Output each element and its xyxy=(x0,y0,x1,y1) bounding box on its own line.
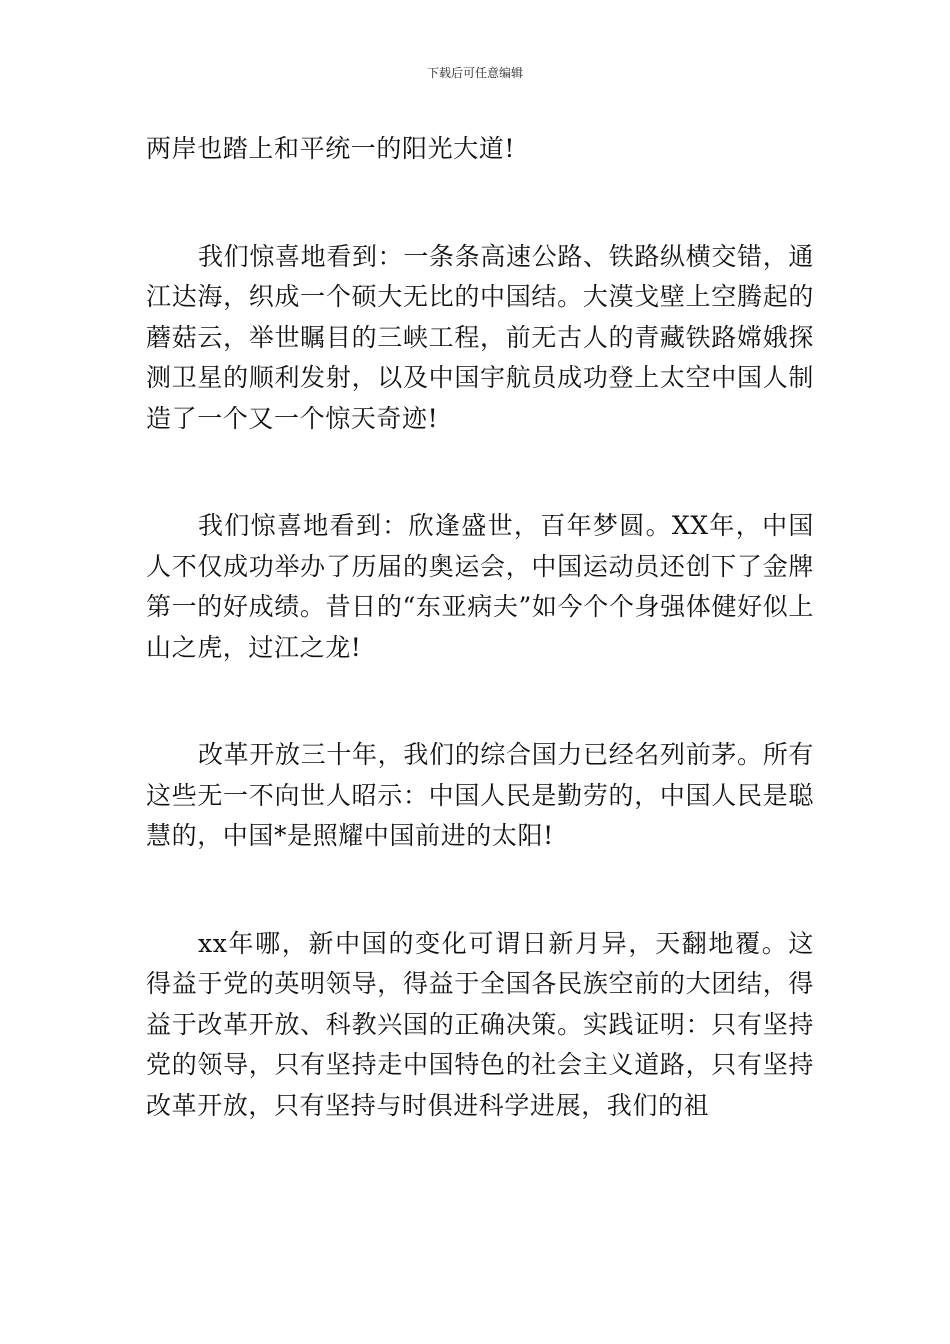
paragraph-gap xyxy=(146,439,814,506)
paragraph-1: 两岸也踏上和平统一的阳光大道! xyxy=(146,134,516,163)
document-body xyxy=(146,129,814,1126)
page-header: 下载后可任意编辑 xyxy=(426,66,523,80)
paragraph-gap xyxy=(146,857,814,924)
paragraph-3: 我们惊喜地看到：欣逢盛世，百年梦圆。XX年，中国人不仅成功举办了历届的奥运会，中国运动员还创下了金牌第一的好成绩。昔日的“东亚病夫”如今个个身强体健好似上山之虎，过江之龙! xyxy=(146,511,814,662)
paragraph-5: xx年哪，新中国的变化可谓日新月异，天翻地覆。这得益于党的英明领导，得益于全国各民族空前的大团结，得益于改革开放、科教兴国的正确决策。实践证明：只有坚持党的领导，只有坚持走中国特色的社会主义道路，只有坚持改革开放，只有坚持与时俱进科学进展，我们的祖 xyxy=(146,928,814,1120)
paragraph-gap xyxy=(146,170,814,237)
paragraph-4: 改革开放三十年，我们的综合国力已经名列前茅。所有这些无一不向世人昭示：中国人民是勤劳的，中国人民是聪慧的，中国*是照耀中国前进的太阳! xyxy=(146,740,814,850)
paragraph-gap xyxy=(146,668,814,735)
paragraph-2: 我们惊喜地看到：一条条高速公路、铁路纵横交错，通江达海，织成一个硕大无比的中国结。大漠戈壁上空腾起的蘑菇云，举世瞩目的三峡工程，前无古人的青藏铁路嫦娥探测卫星的顺利发射，以及中国宇航员成功登上太空中国人制造了一个又一个惊天奇迹! xyxy=(146,241,814,433)
